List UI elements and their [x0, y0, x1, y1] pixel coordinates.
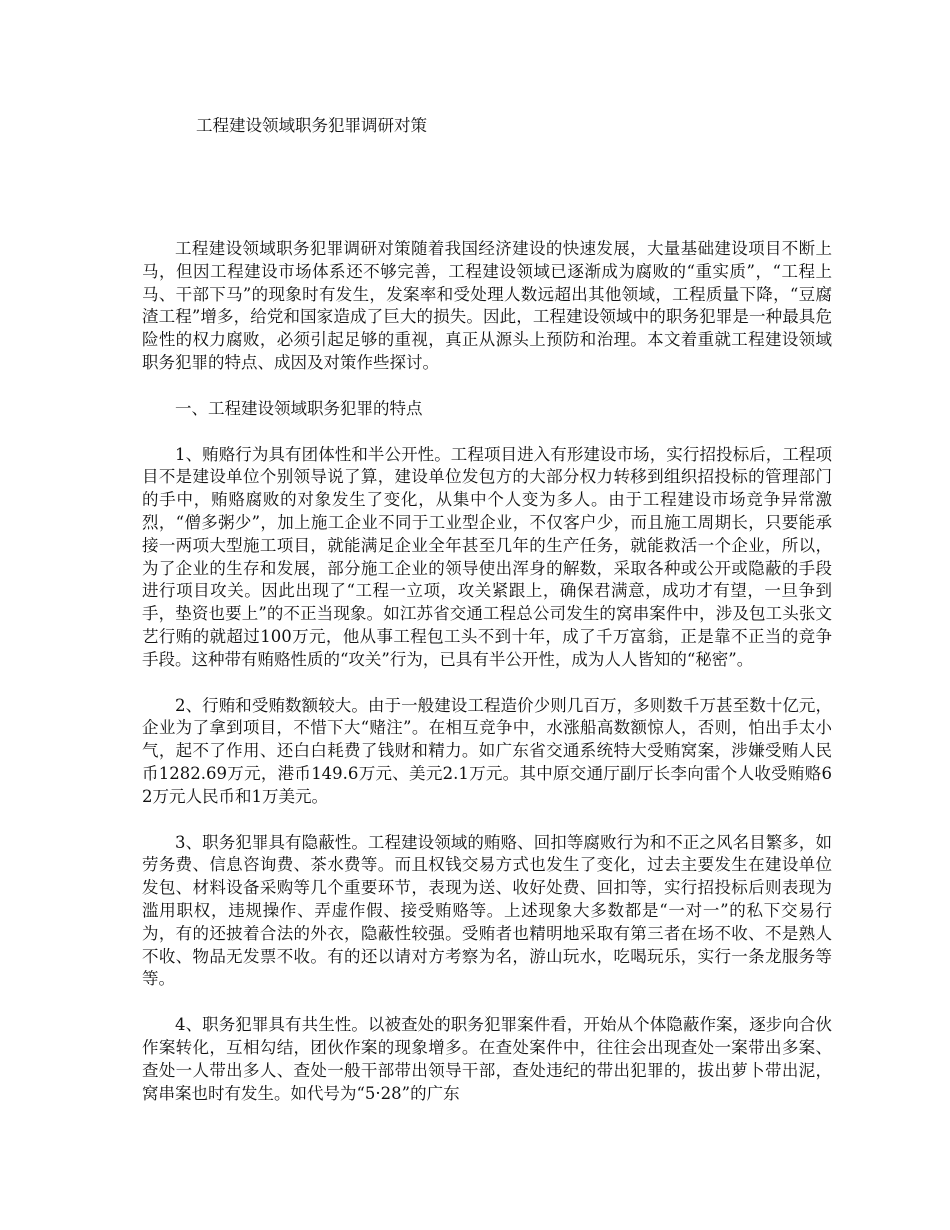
paragraph-4: 4、职务犯罪具有共生性。以被查处的职务犯罪案件看，开始从个体隐蔽作案，逐步向合伙作案转化，互相勾结，团伙作案的现象增多。在查处案件中，往往会出现查处一案带出多案、查处一人带出多人、查处一般干部带出领导干部，查处违纪的带出犯罪的，拔出萝卜带出泥，窝串案也时有发生。如代号为“5·28”的广东: [142, 1015, 832, 1103]
paragraph-3: 3、职务犯罪具有隐蔽性。工程建设领域的贿赂、回扣等腐败行为和不正之风名目繁多，如劳务费、信息咨询费、茶水费等。而且权钱交易方式也发生了变化，过去主要发生在建设单位发包、材料设备采购等几个重要环节，表现为送、收好处费、回扣等，实行招投标后则表现为滥用职权，违规操作、弄虚作假、接受贿赂等。上述现象大多数都是“一对一”的私下交易行为，有的还披着合法的外衣，隐蔽性较强。受贿者也精明地采取有第三者在场不收、不是熟人不收、物品无发票不收。有的还以请对方考察为名，游山玩水，吃喝玩乐，实行一条龙服务等等。: [142, 832, 832, 989]
section-heading: 一、工程建设领域职务犯罪的特点: [175, 398, 423, 418]
document-body: [142, 238, 832, 1128]
paragraph-1: 1、贿赂行为具有团体性和半公开性。工程项目进入有形建设市场，实行招投标后，工程项目不是建设单位个别领导说了算，建设单位发包方的大部分权力转移到组织招投标的管理部门的手中，贿赂腐败的对象发生了变化，从集中个人变为多人。由于工程建设市场竞争异常激烈，“僧多粥少”，加上施工企业不同于工业型企业，不仅客户少，而且施工周期长，只要能承接一两项大型施工项目，就能满足企业全年甚至几年的生产任务，就能救活一个企业，所以，为了企业的生存和发展，部分施工企业的领导使出浑身的解数，采取各种或公开或隐蔽的手段进行项目攻关。因此出现了“工程一立项，攻关紧跟上，确保君满意，成功才有望，一旦争到手，垫资也要上”的不正当现象。如江苏省交通工程总公司发生的窝串案件中，涉及包工头张文艺行贿的就超过100万元，他从事工程包工头不到十年，成了千万富翁，正是靠不正当的竞争手段。这种带有贿赂性质的“攻关”行为，已具有半公开性，成为人人皆知的“秘密”。: [142, 444, 832, 669]
document-title: 工程建设领域职务犯罪调研对策: [196, 116, 427, 135]
intro-paragraph: 工程建设领域职务犯罪调研对策随着我国经济建设的快速发展，大量基础建设项目不断上马，但因工程建设市场体系还不够完善，工程建设领域已逐渐成为腐败的“重实质”，“工程上马、干部下马”的现象时有发生，发案率和受处理人数远超出其他领域，工程质量下降，“豆腐渣工程”增多，给党和国家造成了巨大的损失。因此，工程建设领域中的职务犯罪是一种最具危险性的权力腐败，必须引起足够的重视，真正从源头上预防和治理。本文着重就工程建设领域职务犯罪的特点、成因及对策作些探讨。: [142, 239, 832, 372]
paragraph-2: 2、行贿和受贿数额较大。由于一般建设工程造价少则几百万，多则数千万甚至数十亿元，企业为了拿到项目，不惜下大“赌注”。在相互竞争中，水涨船高数额惊人，否则，怕出手太小气，起不了作用、还白白耗费了钱财和精力。如广东省交通系统特大受贿窝案，涉嫌受贿人民币1282.69万元，港币149.6万元、美元2.1万元。其中原交通厅副厅长李向雷个人收受贿赂62万元人民币和1万美元。: [142, 695, 832, 806]
